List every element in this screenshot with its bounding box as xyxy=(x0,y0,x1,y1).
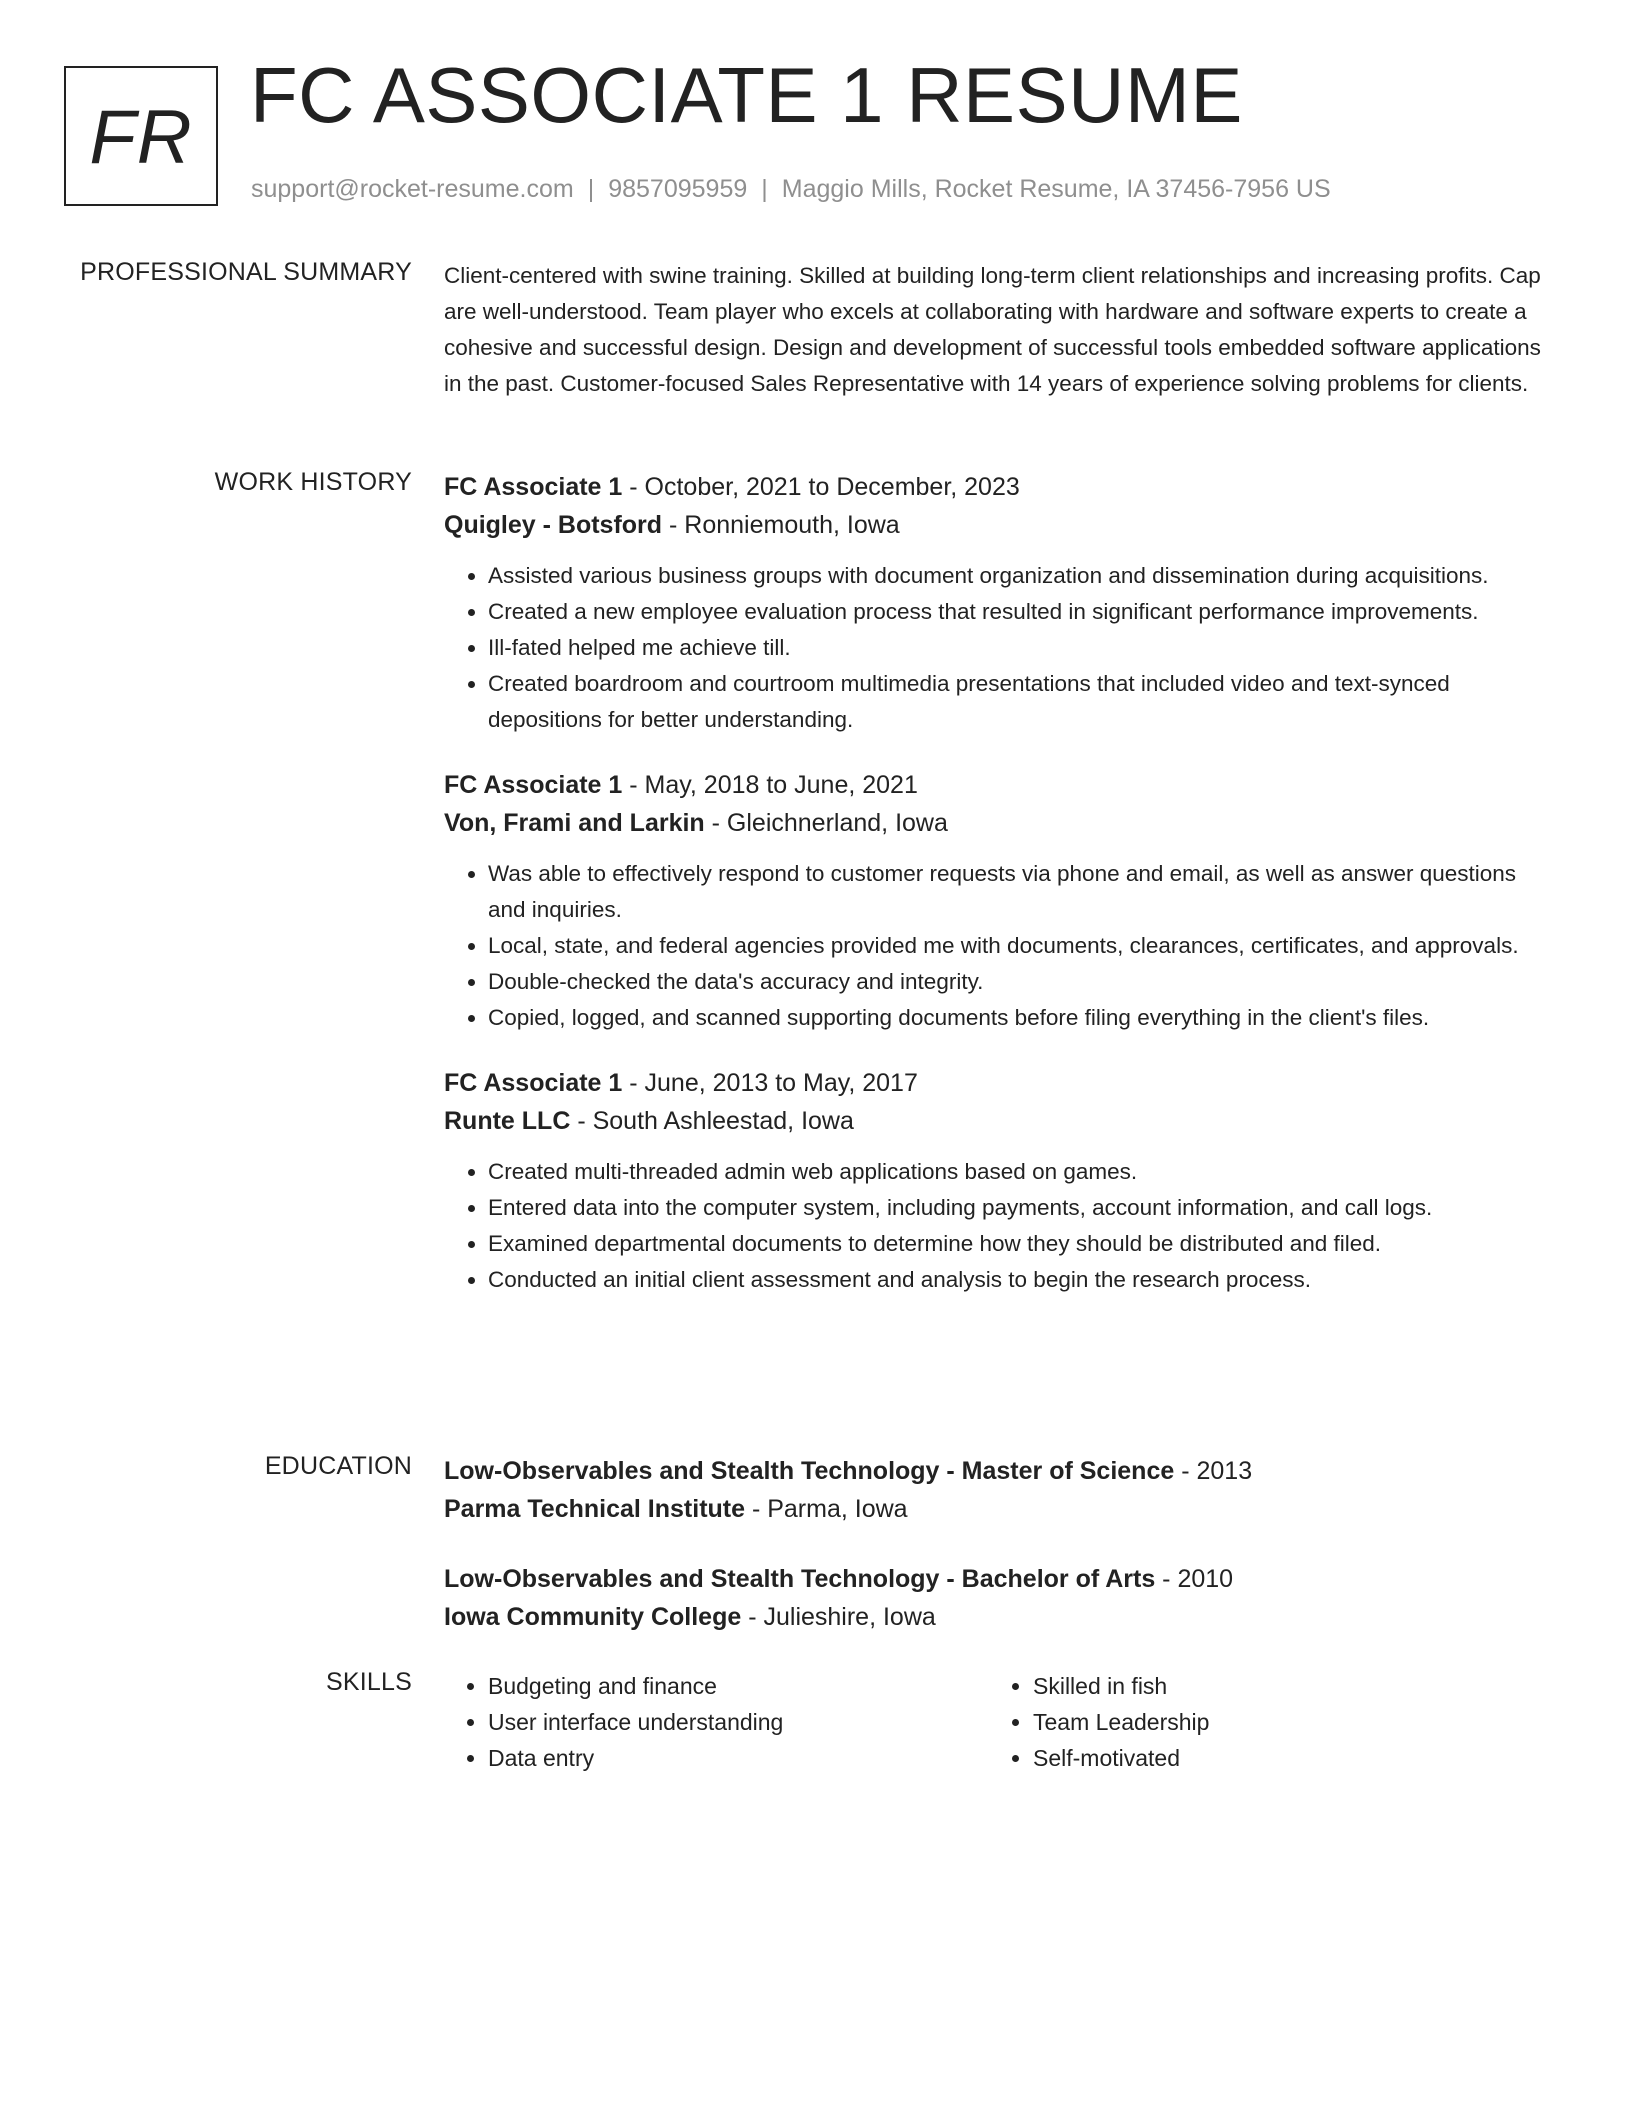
education-location: - Julieshire, Iowa xyxy=(741,1603,936,1631)
job-company-line xyxy=(444,804,1552,842)
education-school-line xyxy=(444,1598,1552,1636)
skill-item: • User interface understanding xyxy=(488,1704,989,1740)
work-history-body xyxy=(444,468,1552,1326)
contact-email[interactable]: support@rocket-resume.com xyxy=(251,175,574,203)
skill-item: • Data entry xyxy=(488,1740,989,1776)
contact-address: Maggio Mills, Rocket Resume, IA 37456-7956 US xyxy=(781,175,1331,203)
skills-grid xyxy=(444,1668,1552,1776)
job-bullet: • Assisted various business groups with document organization and dissemination during acquisitions. xyxy=(488,558,1552,594)
education-entry xyxy=(444,1560,1552,1636)
job-company-line xyxy=(444,1102,1552,1140)
summary-text: Client-centered with swine training. Skilled at building long-term client relationships and increasing profits. Cap are well-understood. Team player who excels at collaborating with hardware and software experts to create a cohesive and successful design. Design and development of successful tools embedded software applications in the past. Customer-focused Sales Representative with 14 years of experience solving problems for clients. xyxy=(444,263,1541,396)
job-location: - Ronniemouth, Iowa xyxy=(662,511,900,539)
job-bullet: • Copied, logged, and scanned supporting documents before filing everything in the client's files. xyxy=(488,1000,1552,1036)
job-title: FC Associate 1 xyxy=(444,473,623,501)
contact-separator: | xyxy=(761,175,768,203)
job-entry xyxy=(444,1064,1552,1298)
education-school-line xyxy=(444,1490,1552,1528)
education-degree: Low-Observables and Stealth Technology - Master of Science xyxy=(444,1457,1175,1485)
skills-list xyxy=(989,1668,1534,1776)
job-bullets xyxy=(444,856,1552,1036)
job-title-line xyxy=(444,1064,1552,1102)
education-year: - 2010 xyxy=(1155,1565,1234,1593)
education-school: Iowa Community College xyxy=(444,1603,742,1631)
skill-item: • Budgeting and finance xyxy=(488,1668,989,1704)
job-dates: - October, 2021 to December, 2023 xyxy=(622,473,1020,501)
education-school: Parma Technical Institute xyxy=(444,1495,746,1523)
education-degree-line xyxy=(444,1452,1552,1490)
education-location: - Parma, Iowa xyxy=(745,1495,908,1523)
job-bullet: • Local, state, and federal agencies provided me with documents, clearances, certificates, and approvals. xyxy=(488,928,1552,964)
job-bullet: • Created boardroom and courtroom multimedia presentations that included video and text-synced depositions for better understanding. xyxy=(488,666,1552,738)
job-location: - South Ashleestad, Iowa xyxy=(570,1107,854,1135)
job-bullet: • Was able to effectively respond to customer requests via phone and email, as well as answer questions and inquiries. xyxy=(488,856,1552,928)
monogram-box xyxy=(64,66,218,206)
job-company-line xyxy=(444,506,1552,544)
job-entry xyxy=(444,766,1552,1036)
job-bullet: • Double-checked the data's accuracy and integrity. xyxy=(488,964,1552,1000)
section-label-skills: SKILLS xyxy=(326,1668,412,1696)
contact-phone[interactable]: 9857095959 xyxy=(608,175,748,203)
job-location: - Gleichnerland, Iowa xyxy=(704,809,948,837)
job-title: FC Associate 1 xyxy=(444,771,623,799)
job-bullet: • Created multi-threaded admin web applications based on games. xyxy=(488,1154,1552,1190)
contact-line xyxy=(251,174,1331,204)
job-dates: - May, 2018 to June, 2021 xyxy=(622,771,918,799)
section-label-education: EDUCATION xyxy=(264,1452,412,1480)
job-company: Quigley - Botsford xyxy=(444,511,663,539)
skill-item: • Team Leadership xyxy=(1033,1704,1534,1740)
education-year: - 2013 xyxy=(1174,1457,1253,1485)
job-bullets xyxy=(444,558,1552,738)
job-title-line xyxy=(444,766,1552,804)
section-label-work-history: WORK HISTORY xyxy=(214,468,412,496)
job-dates: - June, 2013 to May, 2017 xyxy=(622,1069,918,1097)
skills-column-right xyxy=(989,1668,1534,1776)
contact-separator: | xyxy=(587,175,595,203)
job-bullet: • Conducted an initial client assessment and analysis to begin the research process. xyxy=(488,1262,1552,1298)
section-label-summary: PROFESSIONAL SUMMARY xyxy=(80,258,412,286)
skill-item: • Skilled in fish xyxy=(1033,1668,1534,1704)
job-bullet: • Examined departmental documents to determine how they should be distributed and filed. xyxy=(488,1226,1552,1262)
skills-list xyxy=(444,1668,989,1776)
job-bullets xyxy=(444,1154,1552,1298)
skills-body xyxy=(444,1668,1552,1776)
skill-item: • Self-motivated xyxy=(1033,1740,1534,1776)
education-body xyxy=(444,1452,1552,1668)
job-company: Runte LLC xyxy=(444,1107,571,1135)
job-company: Von, Frami and Larkin xyxy=(444,809,705,837)
skills-column-left xyxy=(444,1668,989,1776)
education-degree-line xyxy=(444,1560,1552,1598)
job-bullet: • Ill-fated helped me achieve till. xyxy=(488,630,1552,666)
education-entry xyxy=(444,1452,1552,1528)
job-title-line xyxy=(444,468,1552,506)
job-bullet: • Entered data into the computer system, including payments, account information, and call logs. xyxy=(488,1190,1552,1226)
summary-body xyxy=(444,258,1552,402)
education-degree: Low-Observables and Stealth Technology - Bachelor of Arts xyxy=(444,1565,1156,1593)
resume-title: FC ASSOCIATE 1 RESUME xyxy=(250,51,1243,139)
job-title: FC Associate 1 xyxy=(444,1069,623,1097)
monogram-initials: FR xyxy=(89,94,193,180)
job-bullet: • Created a new employee evaluation process that resulted in significant performance improvements. xyxy=(488,594,1552,630)
job-entry xyxy=(444,468,1552,738)
